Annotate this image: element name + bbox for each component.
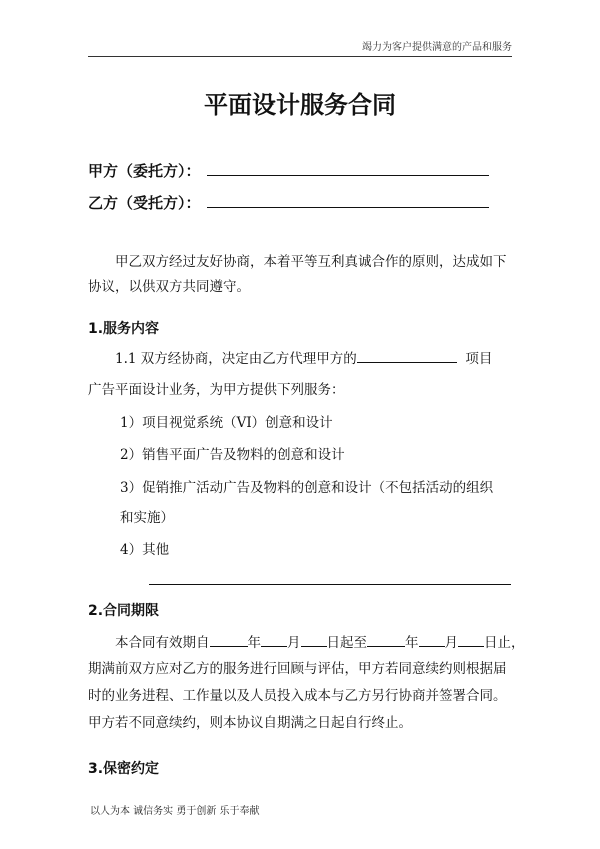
intro-paragraph: 甲乙双方经过友好协商，本着平等互利真诚合作的原则，达成如下协议，以供双方共同遵守。 [88, 254, 507, 295]
end-day-blank [458, 632, 484, 647]
other-services-blank [149, 584, 511, 585]
service-item-1: 1）项目视觉系统（VI）创意和设计 [120, 415, 333, 431]
day-to-label: 日起至 [326, 635, 367, 651]
term-line [115, 631, 525, 651]
end-year-label: 年 [405, 635, 419, 651]
header-divider [88, 56, 512, 57]
end-month-blank [419, 632, 445, 647]
service-item-3-cont: 和实施） [120, 510, 174, 526]
month-label: 月 [287, 635, 301, 651]
start-year-blank [210, 632, 248, 647]
party-b-row [88, 192, 489, 213]
day-end-label: 日止， [484, 635, 525, 651]
service-item-3: 3）促销推广活动广告及物料的创意和设计（不包括活动的组织 [120, 480, 494, 496]
party-a-label: 甲方（委托方）： [88, 162, 201, 180]
clause-1-1-text: 1.1 双方经协商，决定由乙方代理甲方的 [115, 351, 357, 367]
clause-1-1-project: 项目 [465, 351, 493, 367]
footer-motto: 以人为本 诚信务实 勇于创新 乐于奉献 [90, 806, 260, 817]
term-paragraph: 期满前双方应对乙方的服务进行回顾与评估，甲方若同意续约则根据届时的业务进程、工作量以及人员投入成本与乙方另行协商并签署合同。甲方若不同意续约，则本协议自期满之日起自行终止。 [88, 661, 507, 731]
party-b-blank [207, 206, 489, 208]
section2-heading: 2.合同期限 [88, 603, 160, 619]
project-blank [357, 348, 457, 363]
end-year-blank [367, 632, 405, 647]
header-slogan: 竭力为客户提供满意的产品和服务 [362, 42, 512, 53]
start-day-blank [301, 632, 327, 647]
party-a-row [88, 160, 489, 181]
page-title: 平面设计服务合同 [204, 91, 396, 119]
clause-1-1 [115, 347, 492, 367]
year-label: 年 [247, 635, 261, 651]
party-b-label: 乙方（受托方）： [88, 194, 201, 212]
end-month-label: 月 [444, 635, 458, 651]
clause-1-1-cont: 广告平面设计业务，为甲方提供下列服务： [88, 382, 345, 398]
section3-heading: 3.保密约定 [88, 761, 160, 777]
service-item-2: 2）销售平面广告及物料的创意和设计 [120, 447, 345, 463]
section1-heading: 1.服务内容 [88, 321, 160, 337]
start-month-blank [261, 632, 287, 647]
party-a-blank [207, 174, 489, 176]
term-start-text: 本合同有效期自 [115, 635, 210, 651]
service-item-4: 4）其他 [120, 542, 170, 558]
